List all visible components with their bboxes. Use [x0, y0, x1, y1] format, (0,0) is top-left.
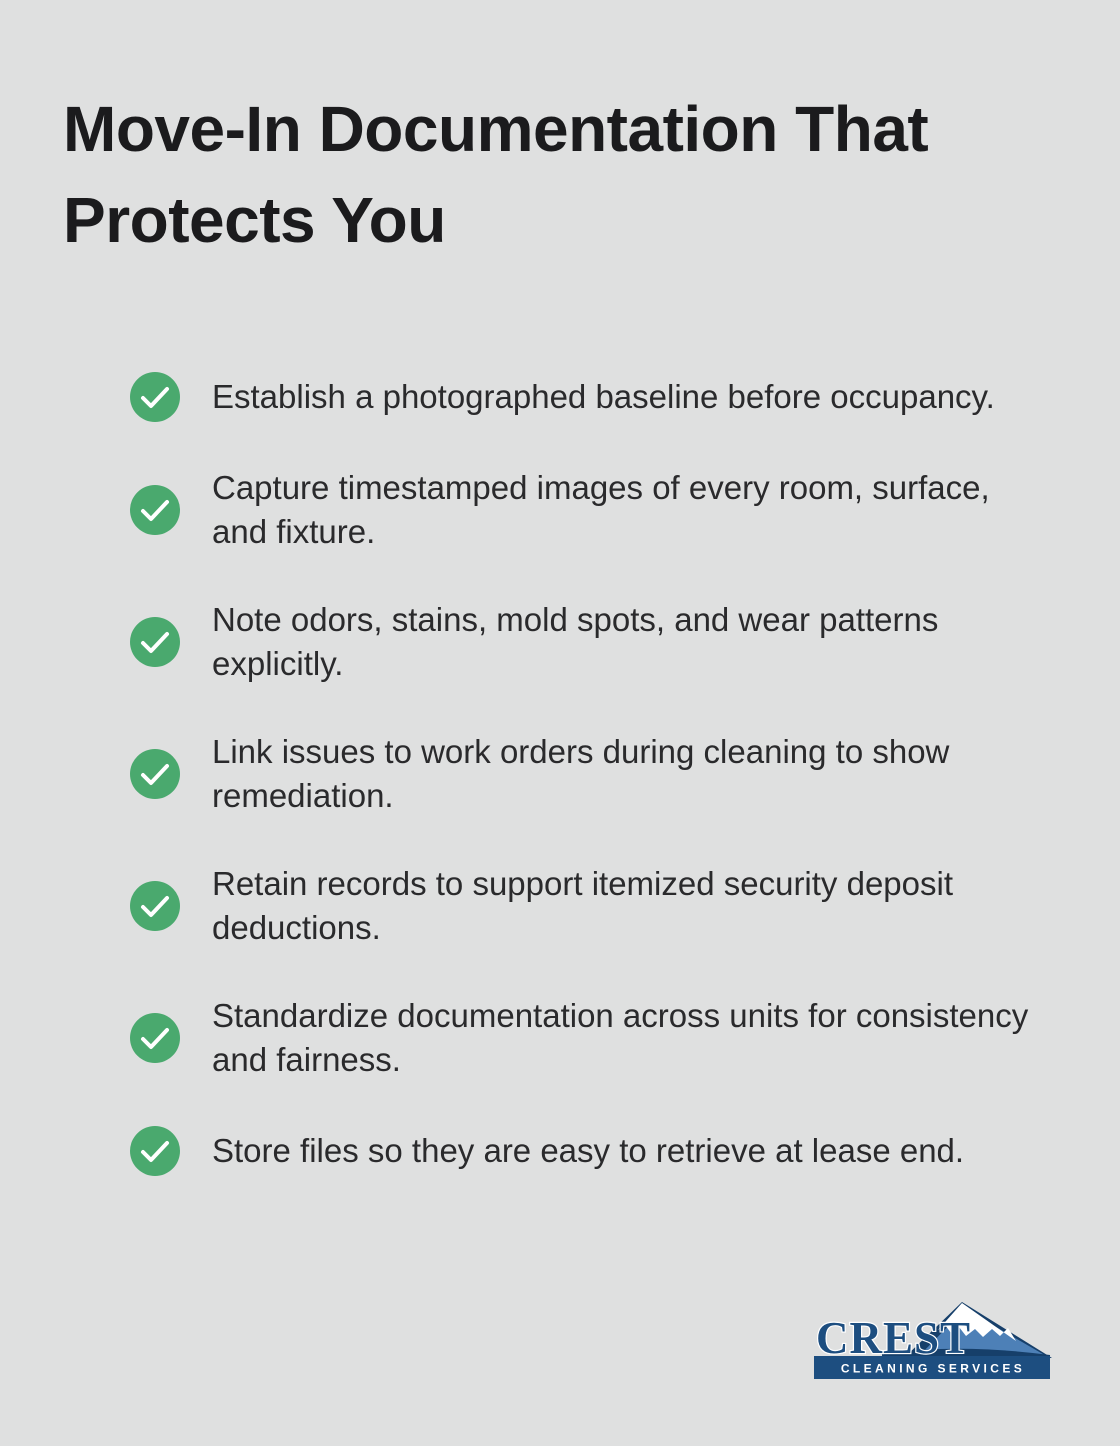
list-item [130, 598, 1120, 686]
checklist-item-label: Note odors, stains, mold spots, and wear patterns explicitly. [212, 601, 939, 682]
checklist-item-label: Standardize documentation across units for consistency and fairness. [212, 997, 1029, 1078]
list-item [130, 1126, 1120, 1176]
logo-brand-text: CREST [816, 1313, 972, 1363]
checklist-item-label: Store files so they are easy to retrieve at lease end. [212, 1132, 965, 1169]
crest-cleaning-logo [812, 1300, 1052, 1384]
list-item [130, 730, 1120, 818]
checklist [130, 372, 1120, 1176]
check-icon [130, 749, 180, 799]
list-item [130, 994, 1120, 1082]
check-icon [130, 485, 180, 535]
check-icon [130, 1013, 180, 1063]
logo-tagline-text: CLEANING SERVICES [840, 1361, 1026, 1376]
list-item [130, 466, 1120, 554]
checklist-item-label: Retain records to support itemized security deposit deductions. [212, 865, 954, 946]
check-icon [130, 372, 180, 422]
page-title: Move-In Documentation That Protects You [63, 93, 929, 256]
check-icon [130, 881, 180, 931]
checklist-item-label: Establish a photographed baseline before occupancy. [212, 378, 995, 415]
checklist-item-label: Capture timestamped images of every room, surface, and fixture. [212, 469, 990, 550]
infographic-page [0, 84, 1120, 1376]
check-icon [130, 617, 180, 667]
list-item [130, 862, 1120, 950]
checklist-item-label: Link issues to work orders during cleaning to show remediation. [212, 733, 950, 814]
check-icon [130, 1126, 180, 1176]
list-item [130, 372, 1120, 422]
